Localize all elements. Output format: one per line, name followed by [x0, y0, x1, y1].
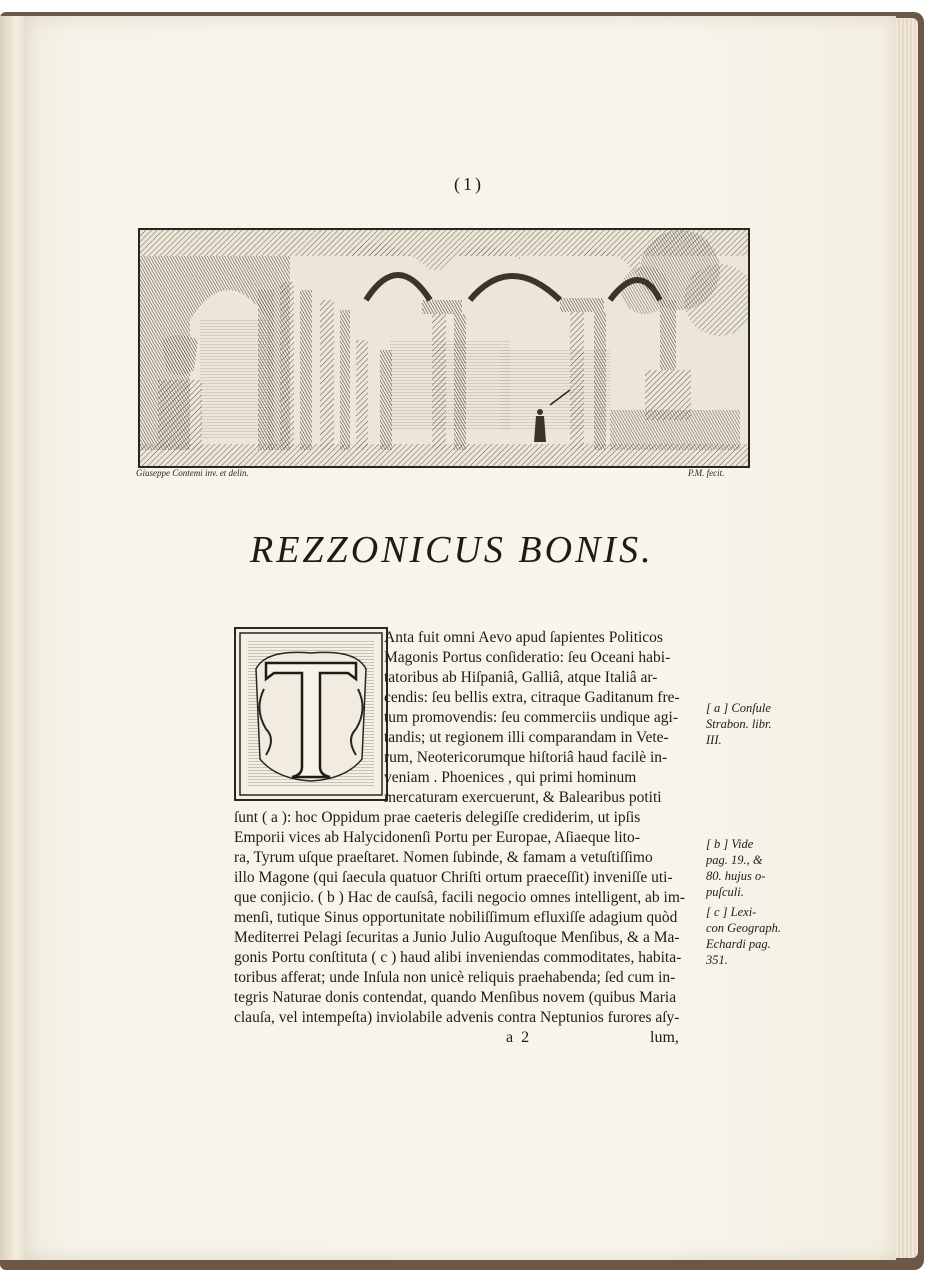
margin-note-c-line-2: con Geograph.: [706, 921, 781, 935]
margin-note-a-line-1: [ a ] Conſule: [706, 701, 771, 715]
margin-note-c-line-3: Echardi pag.: [706, 937, 771, 951]
margin-note-b-line-2: pag. 19., &: [706, 853, 763, 867]
body-line-4: cendis: ſeu bellis extra, citraque Gaditanum fre-: [384, 689, 680, 706]
body-line-10: ſunt ( a ): hoc Oppidum prae caeteris delegiſſe crediderim, ut ipſis: [234, 809, 641, 826]
body-line-12: ra, Tyrum uſque praeſtaret. Nomen ſubinde, & famam a vetuſtiſſimo: [234, 849, 653, 866]
book-page: [24, 16, 896, 1260]
page-number: (1): [454, 174, 484, 194]
body-line-14: que conjicio. ( b ) Hac de cauſsâ, facili negocio omnes intelligent, ab im-: [234, 889, 686, 906]
margin-note-c-line-4: 351.: [706, 953, 728, 967]
chapter-title: REZZONICUS BONIS.: [250, 529, 654, 571]
engraving-credit-engraver: P.M. fecit.: [688, 468, 725, 478]
margin-note-b-line-4: puſculi.: [706, 885, 744, 899]
signature-mark: a 2: [506, 1029, 532, 1046]
body-line-18: toribus afferat; unde Inſula non unicè reliquis praehabenda; ſed cum in-: [234, 969, 676, 986]
body-line-17: gonis Portu conſtituta ( c ) haud alibi inveniendas commoditates, habita-: [234, 949, 682, 966]
body-line-20: clauſa, vel intempeſta) inviolabile advenis contra Neptunios furores aſy-: [234, 1009, 680, 1026]
page-edges: [896, 18, 918, 1258]
body-line-7: rum, Neotericorumque hiſtoriâ haud facilè in-: [384, 749, 668, 766]
engraving-credit-designer: Giuseppe Contemi inv. et delin.: [136, 468, 249, 478]
margin-note-c: [706, 904, 781, 968]
body-line-5: tum promovendis: ſeu commerciis undique agi-: [384, 709, 679, 726]
margin-note-a-line-3: III.: [706, 733, 722, 747]
headpiece-engraving: [138, 228, 750, 468]
margin-note-c-line-1: [ c ] Lexi-: [706, 905, 757, 919]
body-line-2: Magonis Portus conſideratio: ſeu Oceani habi-: [384, 649, 671, 666]
left-page-fold: [0, 16, 27, 1260]
body-line-16: Mediterrei Pelagi ſecuritas a Junio Julio Auguſtoque Menſibus, & a Ma-: [234, 929, 680, 946]
decorative-initial-t: [234, 627, 388, 801]
margin-note-b: [706, 836, 765, 900]
margin-note-b-line-1: [ b ] Vide: [706, 837, 754, 851]
body-line-13: illo Magone (qui ſaecula quatuor Chriſti ortum praeceſſit) inveniſſe uti-: [234, 869, 673, 886]
margin-note-b-line-3: 80. hujus o-: [706, 869, 766, 883]
body-line-11: Emporii vices ab Halycidonenſi Portu per Europae, Aſiaeque lito-: [234, 829, 640, 846]
body-line-8: veniam . Phoenices , qui primi hominum: [384, 769, 637, 786]
margin-note-a-line-2: Strabon. libr.: [706, 717, 772, 731]
catchword: lum,: [650, 1029, 679, 1046]
body-line-9: mercaturam exercuerunt, & Balearibus potiti: [384, 789, 662, 806]
margin-note-a: [706, 700, 772, 748]
body-line-3: tatoribus ab Hiſpaniâ, Galliâ, atque Italiâ ar-: [384, 669, 658, 686]
body-line-19: tegris Naturae donis contendat, quando Menſibus novem (quibus Maria: [234, 989, 677, 1006]
body-line-15: menſi, tutique Sinus opportunitate nobiliſſimum efluxiſſe adagium quòd: [234, 909, 678, 926]
body-line-6: tandis; ut regionem illi comparandam in Vete-: [384, 729, 669, 746]
body-line-1: Anta fuit omni Aevo apud ſapientes Politicos: [384, 629, 663, 646]
